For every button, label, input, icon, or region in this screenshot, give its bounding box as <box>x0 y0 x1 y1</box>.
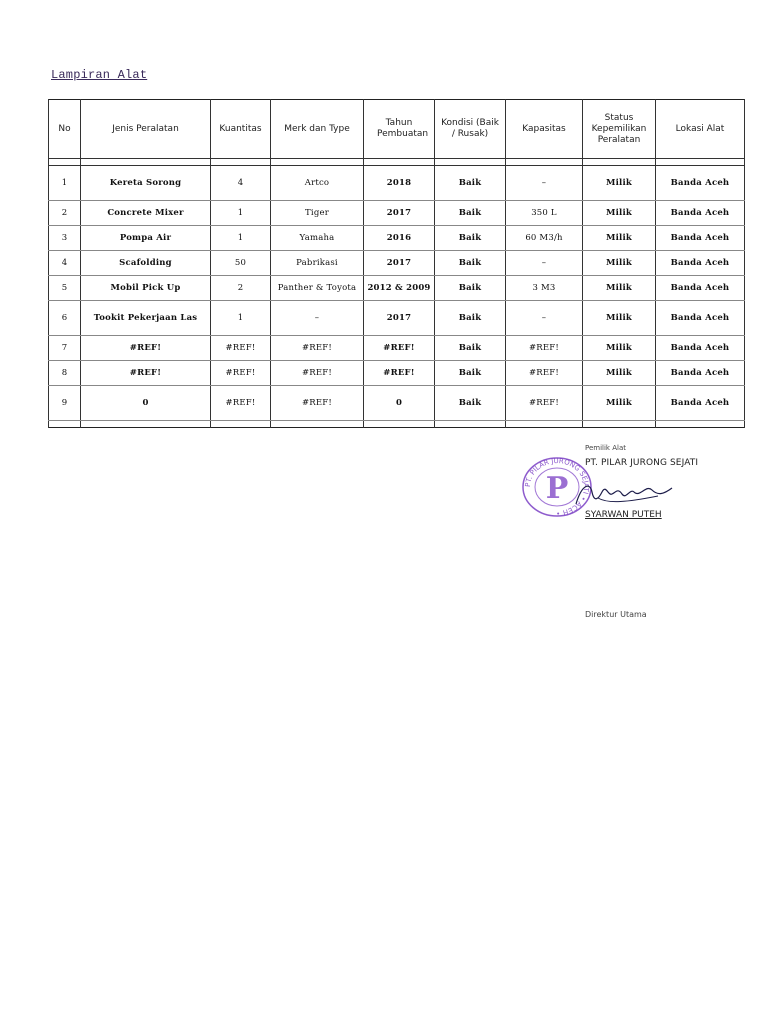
cell-kuantitas: #REF! <box>211 386 271 421</box>
cell-kapasitas: – <box>506 166 583 201</box>
cell-lokasi-alat: Banda Aceh <box>656 301 745 336</box>
cell-status-kepemilikan: Milik <box>583 336 656 361</box>
cell-merk-dan-type: Artco <box>271 166 364 201</box>
company-name: PT. PILAR JURONG SEJATI <box>585 458 699 468</box>
cell-no: 4 <box>49 251 81 276</box>
cell-kuantitas: #REF! <box>211 336 271 361</box>
cell-jenis-peralatan: Mobil Pick Up <box>81 276 211 301</box>
handwritten-signature <box>568 474 678 514</box>
cell-kapasitas: 60 M3/h <box>506 226 583 251</box>
cell-kuantitas: 1 <box>211 226 271 251</box>
cell-kuantitas: 1 <box>211 201 271 226</box>
cell-tahun-pembuatan: #REF! <box>364 336 435 361</box>
cell-kondisi: Baik <box>435 336 506 361</box>
cell-merk-dan-type: Tiger <box>271 201 364 226</box>
header-merk-dan-type: Merk dan Type <box>271 100 364 159</box>
cell-merk-dan-type: – <box>271 301 364 336</box>
table-row <box>49 301 745 336</box>
cell-status-kepemilikan: Milik <box>583 251 656 276</box>
cell-jenis-peralatan: Kereta Sorong <box>81 166 211 201</box>
table-row <box>49 386 745 421</box>
cell-jenis-peralatan: Scafolding <box>81 251 211 276</box>
cell-status-kepemilikan: Milik <box>583 276 656 301</box>
cell-lokasi-alat: Banda Aceh <box>656 201 745 226</box>
cell-kondisi: Baik <box>435 301 506 336</box>
signer-name: SYARWAN PUTEH <box>585 510 662 520</box>
cell-kapasitas: 350 L <box>506 201 583 226</box>
cell-kapasitas: – <box>506 251 583 276</box>
cell-no: 5 <box>49 276 81 301</box>
cell-merk-dan-type: Panther & Toyota <box>271 276 364 301</box>
cell-kondisi: Baik <box>435 361 506 386</box>
header-kuantitas: Kuantitas <box>211 100 271 159</box>
signature-block <box>520 444 740 534</box>
spacer-row <box>49 421 745 428</box>
cell-kondisi: Baik <box>435 226 506 251</box>
cell-no: 6 <box>49 301 81 336</box>
signer-position: Direktur Utama <box>585 610 647 619</box>
cell-status-kepemilikan: Milik <box>583 201 656 226</box>
cell-no: 2 <box>49 201 81 226</box>
cell-lokasi-alat: Banda Aceh <box>656 336 745 361</box>
cell-lokasi-alat: Banda Aceh <box>656 386 745 421</box>
header-kondisi: Kondisi (Baik / Rusak) <box>435 100 506 159</box>
cell-jenis-peralatan: #REF! <box>81 336 211 361</box>
cell-jenis-peralatan: 0 <box>81 386 211 421</box>
cell-status-kepemilikan: Milik <box>583 386 656 421</box>
cell-merk-dan-type: Pabrikasi <box>271 251 364 276</box>
document-title: Lampiran Alat <box>51 68 148 82</box>
svg-text:P: P <box>545 471 569 506</box>
table-row <box>49 336 745 361</box>
table-row <box>49 226 745 251</box>
cell-lokasi-alat: Banda Aceh <box>656 251 745 276</box>
cell-kapasitas: #REF! <box>506 361 583 386</box>
cell-no: 3 <box>49 226 81 251</box>
cell-lokasi-alat: Banda Aceh <box>656 276 745 301</box>
equipment-table <box>48 99 745 428</box>
cell-lokasi-alat: Banda Aceh <box>656 226 745 251</box>
table-row <box>49 166 745 201</box>
cell-kuantitas: 4 <box>211 166 271 201</box>
cell-merk-dan-type: Yamaha <box>271 226 364 251</box>
cell-kondisi: Baik <box>435 386 506 421</box>
cell-no: 9 <box>49 386 81 421</box>
cell-status-kepemilikan: Milik <box>583 226 656 251</box>
spacer-row <box>49 159 745 166</box>
svg-text:PT. PILAR JURONG SEJATI • ACEH: PT. PILAR JURONG SEJATI • ACEH • <box>523 456 591 518</box>
cell-tahun-pembuatan: 2012 & 2009 <box>364 276 435 301</box>
cell-kondisi: Baik <box>435 201 506 226</box>
cell-tahun-pembuatan: 2017 <box>364 251 435 276</box>
header-status-kepemilikan: Status Kepemilikan Peralatan <box>583 100 656 159</box>
cell-lokasi-alat: Banda Aceh <box>656 166 745 201</box>
cell-kapasitas: – <box>506 301 583 336</box>
table-row <box>49 251 745 276</box>
cell-tahun-pembuatan: 2018 <box>364 166 435 201</box>
cell-tahun-pembuatan: 2017 <box>364 301 435 336</box>
owner-label: Pemilik Alat <box>585 444 626 452</box>
cell-merk-dan-type: #REF! <box>271 361 364 386</box>
cell-merk-dan-type: #REF! <box>271 336 364 361</box>
table-row <box>49 361 745 386</box>
cell-tahun-pembuatan: 2016 <box>364 226 435 251</box>
cell-status-kepemilikan: Milik <box>583 361 656 386</box>
cell-merk-dan-type: #REF! <box>271 386 364 421</box>
cell-status-kepemilikan: Milik <box>583 301 656 336</box>
cell-tahun-pembuatan: #REF! <box>364 361 435 386</box>
cell-tahun-pembuatan: 0 <box>364 386 435 421</box>
cell-jenis-peralatan: #REF! <box>81 361 211 386</box>
header-no: No <box>49 100 81 159</box>
cell-kuantitas: #REF! <box>211 361 271 386</box>
cell-kuantitas: 2 <box>211 276 271 301</box>
cell-no: 7 <box>49 336 81 361</box>
header-kapasitas: Kapasitas <box>506 100 583 159</box>
cell-kuantitas: 50 <box>211 251 271 276</box>
table-row <box>49 276 745 301</box>
cell-status-kepemilikan: Milik <box>583 166 656 201</box>
cell-lokasi-alat: Banda Aceh <box>656 361 745 386</box>
cell-tahun-pembuatan: 2017 <box>364 201 435 226</box>
cell-jenis-peralatan: Pompa Air <box>81 226 211 251</box>
header-lokasi-alat: Lokasi Alat <box>656 100 745 159</box>
cell-kapasitas: #REF! <box>506 336 583 361</box>
cell-no: 8 <box>49 361 81 386</box>
table-row <box>49 201 745 226</box>
cell-kapasitas: 3 M3 <box>506 276 583 301</box>
cell-kondisi: Baik <box>435 166 506 201</box>
header-tahun-pembuatan: Tahun Pembuatan <box>364 100 435 159</box>
cell-no: 1 <box>49 166 81 201</box>
cell-kondisi: Baik <box>435 276 506 301</box>
cell-jenis-peralatan: Concrete Mixer <box>81 201 211 226</box>
header-row <box>49 100 745 159</box>
cell-kuantitas: 1 <box>211 301 271 336</box>
cell-jenis-peralatan: Tookit Pekerjaan Las <box>81 301 211 336</box>
header-jenis-peralatan: Jenis Peralatan <box>81 100 211 159</box>
cell-kapasitas: #REF! <box>506 386 583 421</box>
cell-kondisi: Baik <box>435 251 506 276</box>
